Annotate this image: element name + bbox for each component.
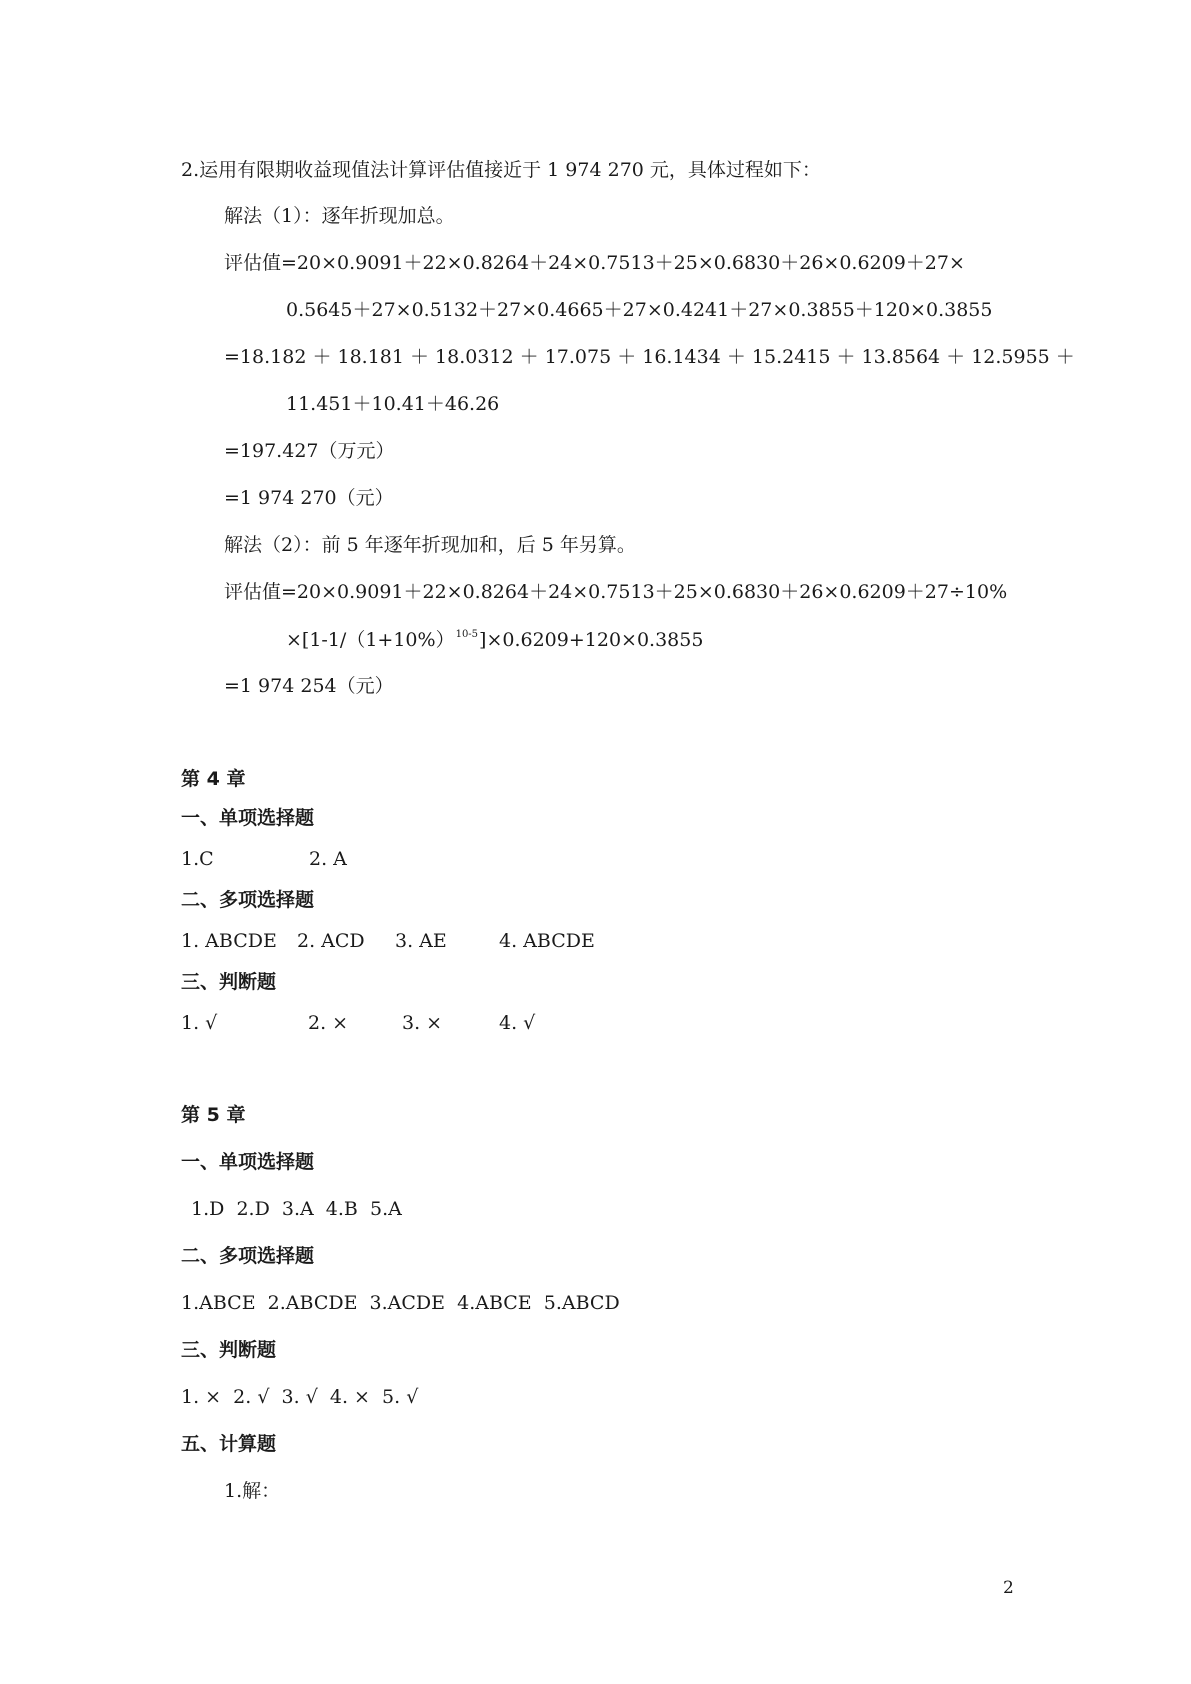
method1-formula-line4: 11.451＋10.41＋46.26: [286, 393, 500, 415]
answer-item: 2. ×: [308, 1012, 349, 1034]
answer-item: 3. ×: [402, 1012, 443, 1034]
chapter4-heading: 第 4 章: [181, 768, 246, 790]
method2-formula-line2-pre: ×[1-1/（1+10%）: [286, 629, 455, 651]
answer-item: 2. A: [309, 848, 347, 870]
method2-formula-line2: [286, 630, 703, 650]
method1-result-wanyuan: =197.427（万元）: [224, 440, 395, 462]
page-number: 2: [1003, 1578, 1014, 1598]
method1-result-yuan: =1 974 270（元）: [224, 487, 394, 509]
ch5-calculation-heading: 五、计算题: [181, 1433, 277, 1455]
method1-formula-line3: =18.182 ＋ 18.181 ＋ 18.0312 ＋ 17.075 ＋ 16.1434 ＋ 15.2415 ＋ 13.8564 ＋ 12.5955 ＋: [224, 346, 1075, 368]
method1-title: 解法（1）：逐年折现加总。: [224, 205, 455, 227]
ch5-single-choice-heading: 一、单项选择题: [181, 1151, 315, 1173]
intro-paragraph: 2.运用有限期收益现值法计算评估值接近于 1 974 270 元，具体过程如下：: [181, 159, 821, 181]
method2-formula-line1: 评估值=20×0.9091＋22×0.8264＋24×0.7513＋25×0.6830＋26×0.6209＋27÷10%: [224, 581, 1008, 603]
ch4-judgement-heading: 三、判断题: [181, 971, 277, 993]
answer-item: 2. ACD: [297, 930, 365, 952]
answer-item: 1. ABCDE: [181, 930, 277, 952]
method2-formula-line2-post: ]×0.6209+120×0.3855: [479, 629, 704, 651]
ch5-calculation-item: 1.解：: [224, 1480, 281, 1502]
ch5-judgement-answers: 1. × 2. √ 3. √ 4. × 5. √: [181, 1386, 419, 1408]
ch4-multi-choice-answers: [181, 932, 595, 951]
answer-item: 4. ABCDE: [499, 930, 595, 952]
method1-formula-line1: 评估值=20×0.9091＋22×0.8264＋24×0.7513＋25×0.6830＋26×0.6209＋27×: [224, 252, 965, 274]
ch4-single-choice-heading: 一、单项选择题: [181, 807, 315, 829]
chapter5-heading: 第 5 章: [181, 1104, 246, 1126]
exponent: 10-5: [455, 629, 479, 640]
method1-formula-line2: 0.5645＋27×0.5132＋27×0.4665＋27×0.4241＋27×0.3855＋120×0.3855: [286, 299, 993, 321]
method2-result-yuan: =1 974 254（元）: [224, 675, 394, 697]
ch5-multi-choice-answers: 1.ABCE 2.ABCDE 3.ACDE 4.ABCE 5.ABCD: [181, 1292, 620, 1314]
ch5-single-choice-answers: 1.D 2.D 3.A 4.B 5.A: [191, 1198, 402, 1220]
ch4-judgement-answers: [181, 1014, 535, 1033]
ch5-judgement-heading: 三、判断题: [181, 1339, 277, 1361]
answer-item: 1.C: [181, 848, 214, 870]
answer-item: 1. √: [181, 1012, 218, 1034]
answer-item: 4. √: [499, 1012, 536, 1034]
ch4-multi-choice-heading: 二、多项选择题: [181, 889, 315, 911]
ch4-single-choice-answers: [181, 850, 347, 869]
ch5-multi-choice-heading: 二、多项选择题: [181, 1245, 315, 1267]
answer-item: 3. AE: [395, 930, 447, 952]
method2-title: 解法（2）：前 5 年逐年折现加和，后 5 年另算。: [224, 534, 636, 556]
